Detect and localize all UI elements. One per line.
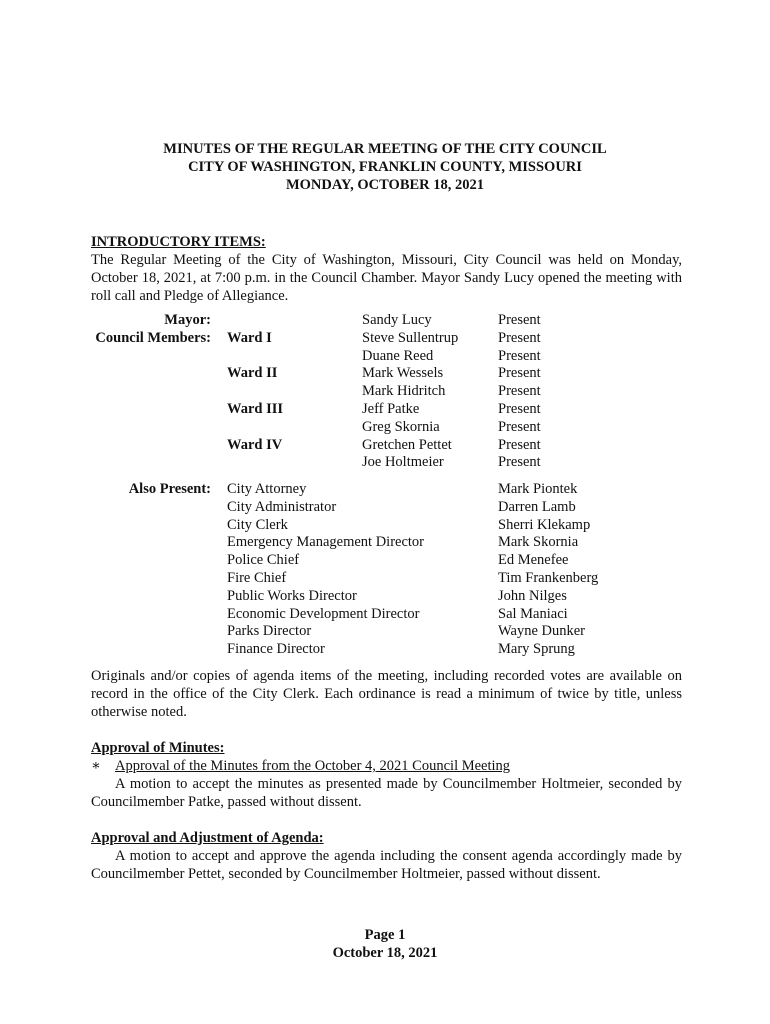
also-present-row xyxy=(91,481,682,499)
also-present-row xyxy=(91,623,682,641)
originals-text: Originals and/or copies of agenda items of the meeting, including recorded votes are available on record in the office of the City Clerk. Each ordinance is read a minimum of twice by title, unless otherwise noted. xyxy=(91,668,682,720)
page-number: Page 1 xyxy=(364,927,406,943)
roster-ward: Ward III xyxy=(227,400,284,417)
approval-minutes-text: A motion to accept the minutes as presented made by Councilmember Holtmeier, seconded by Councilmember Patke, passed without dissent. xyxy=(91,776,682,810)
also-present-list xyxy=(91,481,682,659)
staff-name: Mark Skornia xyxy=(498,534,579,551)
roster-status: Present xyxy=(498,454,541,471)
staff-title: Economic Development Director xyxy=(227,605,420,622)
staff-name: Mark Piontek xyxy=(498,481,578,497)
roster-role: Council Members: xyxy=(95,329,211,346)
approval-minutes-title: Approval of Minutes: xyxy=(91,740,225,756)
roster-name: Greg Skornia xyxy=(362,418,440,435)
roster-ward: Ward I xyxy=(227,329,272,346)
roster-row xyxy=(91,454,682,472)
also-present-row xyxy=(91,570,682,588)
header-title: MINUTES OF THE REGULAR MEETING OF THE CITY COUNCIL xyxy=(163,141,607,157)
roster-status: Present xyxy=(498,365,541,382)
staff-title: City Administrator xyxy=(227,498,337,515)
roll-call-roster xyxy=(91,312,682,472)
roster-row xyxy=(91,437,682,455)
roster-row xyxy=(91,312,682,330)
roster-ward: Ward II xyxy=(227,365,278,382)
roster-status: Present xyxy=(498,418,541,435)
staff-name: Wayne Dunker xyxy=(498,623,586,640)
staff-title: Fire Chief xyxy=(227,569,287,586)
staff-name: Ed Menefee xyxy=(498,552,569,569)
approval-agenda-text: A motion to accept and approve the agenda including the consent agenda accordingly made by Councilmember Pettet, seconded by Councilmember Holtmeier, passed without dissent. xyxy=(91,848,682,882)
page-footer xyxy=(0,926,770,962)
staff-title: Emergency Management Director xyxy=(227,534,425,551)
also-present-label: Also Present: xyxy=(128,481,211,497)
roster-name: Duane Reed xyxy=(362,347,434,364)
originals-note xyxy=(91,667,682,721)
staff-name: Sal Maniaci xyxy=(498,605,568,622)
document-header xyxy=(0,140,770,194)
roster-name: Joe Holtmeier xyxy=(362,454,444,471)
roster-row xyxy=(91,365,682,383)
roster-status: Present xyxy=(498,436,541,453)
roster-name: Jeff Patke xyxy=(362,400,420,417)
staff-name: Darren Lamb xyxy=(498,498,576,515)
also-present-row xyxy=(91,499,682,517)
staff-title: Public Works Director xyxy=(227,587,357,604)
roster-status: Present xyxy=(498,400,541,417)
staff-title: Parks Director xyxy=(227,623,312,640)
roster-name: Mark Hidritch xyxy=(362,383,446,400)
staff-title: Finance Director xyxy=(227,641,325,658)
also-present-row xyxy=(91,641,682,659)
approval-minutes-item-text: Approval of the Minutes from the October 4, 2021 Council Meeting xyxy=(115,758,511,774)
roster-name: Gretchen Pettet xyxy=(362,436,452,453)
roster-row xyxy=(91,330,682,348)
roster-name: Mark Wessels xyxy=(362,365,444,382)
approval-minutes-item xyxy=(91,757,682,775)
also-present-row xyxy=(91,517,682,535)
header-city: CITY OF WASHINGTON, FRANKLIN COUNTY, MISSOURI xyxy=(188,159,582,175)
roster-ward: Ward IV xyxy=(227,436,283,453)
intro-section xyxy=(91,233,682,305)
staff-name: Sherri Klekamp xyxy=(498,516,591,533)
bullet-icon: ∗ xyxy=(91,758,101,774)
staff-name: Tim Frankenberg xyxy=(498,569,599,586)
roster-row xyxy=(91,348,682,366)
roster-name: Steve Sullentrup xyxy=(362,329,459,346)
also-present-row xyxy=(91,606,682,624)
intro-text: The Regular Meeting of the City of Washington, Missouri, City Council was held on Monday, October 18, 2021, at 7:00 p.m. in the Council Chamber. Mayor Sandy Lucy opened the meeting with roll call and Pledge of Allegiance. xyxy=(91,252,682,304)
intro-title: INTRODUCTORY ITEMS: xyxy=(91,234,266,250)
roster-role: Mayor: xyxy=(164,312,211,328)
roster-row xyxy=(91,419,682,437)
roster-row xyxy=(91,383,682,401)
also-present-row xyxy=(91,552,682,570)
approval-minutes-section xyxy=(91,739,682,811)
header-date: MONDAY, OCTOBER 18, 2021 xyxy=(285,177,485,193)
roster-status: Present xyxy=(498,347,541,364)
staff-title: City Clerk xyxy=(227,516,288,533)
footer-date: October 18, 2021 xyxy=(332,945,438,961)
roster-status: Present xyxy=(498,312,541,328)
roster-name: Sandy Lucy xyxy=(362,312,432,328)
staff-name: Mary Sprung xyxy=(498,641,575,658)
roster-row xyxy=(91,401,682,419)
roster-status: Present xyxy=(498,329,541,346)
also-present-row xyxy=(91,534,682,552)
staff-title: City Attorney xyxy=(227,481,307,497)
roster-status: Present xyxy=(498,383,541,400)
also-present-row xyxy=(91,588,682,606)
staff-name: John Nilges xyxy=(498,587,567,604)
approval-agenda-section xyxy=(91,829,682,883)
approval-agenda-title: Approval and Adjustment of Agenda: xyxy=(91,830,324,846)
staff-title: Police Chief xyxy=(227,552,300,569)
